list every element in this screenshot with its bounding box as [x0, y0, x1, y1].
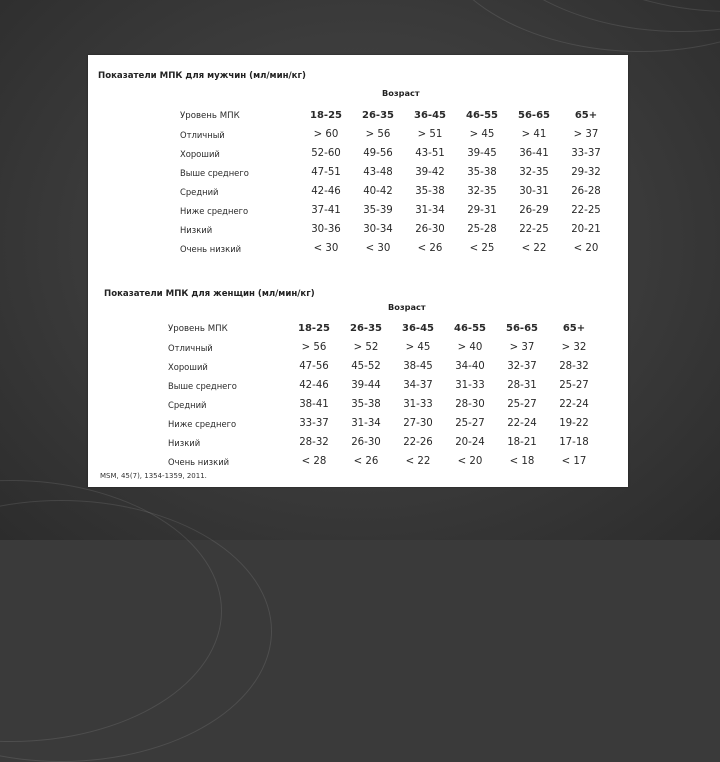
table-cell: > 37 [573, 129, 599, 140]
table-row [168, 414, 600, 433]
table-cell: 18-21 [507, 437, 537, 448]
table-cell: 26-30 [415, 224, 445, 235]
table-cell: 33-37 [571, 148, 601, 159]
table-row [180, 125, 612, 144]
table-cell: 28-32 [559, 361, 589, 372]
row-label: Средний [168, 399, 207, 410]
table-cell: 39-42 [415, 167, 445, 178]
age-group-header: 65+ [562, 323, 586, 334]
age-group-header: 18-25 [310, 110, 342, 121]
table-cell: > 45 [405, 342, 431, 353]
table-cell: 35-38 [467, 167, 497, 178]
table-cell: 43-51 [415, 148, 445, 159]
table-cell: 35-38 [351, 399, 381, 410]
decorative-arc [0, 500, 272, 762]
men-age-header: Возраст [382, 88, 420, 98]
table-cell: < 26 [417, 243, 443, 254]
table-cell: < 17 [561, 456, 587, 467]
table-row [168, 395, 600, 414]
table-row [180, 220, 612, 239]
table-cell: 27-30 [403, 418, 433, 429]
level-column-header: Уровень МПК [168, 323, 228, 334]
table-cell: > 56 [365, 129, 391, 140]
table-cell: 42-46 [299, 380, 329, 391]
age-group-header: 56-65 [518, 110, 550, 121]
table-cell: 20-21 [571, 224, 601, 235]
table-cell: 35-39 [363, 205, 393, 216]
age-group-header: 18-25 [298, 323, 330, 334]
table-cell: 39-44 [351, 380, 381, 391]
table-cell: < 20 [457, 456, 483, 467]
row-label: Хороший [168, 361, 208, 372]
table-cell: 49-56 [363, 148, 393, 159]
table-cell: 25-27 [507, 399, 537, 410]
table-cell: 32-35 [467, 186, 497, 197]
table-cell: > 51 [417, 129, 443, 140]
row-label: Выше среднего [168, 380, 237, 391]
row-label: Очень низкий [180, 243, 242, 254]
women-table-title: Показатели МПК для женщин (мл/мин/кг) [104, 289, 315, 299]
table-cell: > 45 [469, 129, 495, 140]
row-label: Отличный [180, 129, 225, 140]
table-cell: 22-25 [571, 205, 601, 216]
row-label: Ниже среднего [180, 205, 249, 216]
table-cell: 31-34 [351, 418, 381, 429]
age-group-header: 56-65 [506, 323, 538, 334]
table-row [168, 376, 600, 395]
table-cell: 25-27 [455, 418, 485, 429]
age-group-header: 46-55 [466, 110, 498, 121]
table-header-row [180, 106, 612, 125]
row-label: Очень низкий [168, 456, 230, 467]
table-cell: > 60 [313, 129, 339, 140]
table-cell: > 52 [353, 342, 379, 353]
age-group-header: 65+ [574, 110, 598, 121]
table-row [168, 452, 600, 471]
table-cell: 31-33 [455, 380, 485, 391]
row-label: Низкий [180, 224, 213, 235]
table-cell: 40-42 [363, 186, 393, 197]
table-cell: < 18 [509, 456, 535, 467]
table-cell: 38-45 [403, 361, 433, 372]
table-cell: 30-34 [363, 224, 393, 235]
table-cell: 31-33 [403, 399, 433, 410]
table-cell: 19-22 [559, 418, 589, 429]
table-row [180, 182, 612, 201]
table-cell: 52-60 [311, 148, 341, 159]
row-label: Выше среднего [180, 167, 249, 178]
table-cell: 22-24 [507, 418, 537, 429]
table-cell: < 30 [365, 243, 391, 254]
age-group-header: 36-45 [414, 110, 446, 121]
table-row [168, 338, 600, 357]
table-cell: > 56 [301, 342, 327, 353]
table-cell: 34-40 [455, 361, 485, 372]
table-cell: 29-31 [467, 205, 497, 216]
table-cell: 47-51 [311, 167, 341, 178]
table-cell: 42-46 [311, 186, 341, 197]
table-cell: 25-28 [467, 224, 497, 235]
table-cell: 29-32 [571, 167, 601, 178]
men-vo2max-table [180, 106, 612, 258]
table-cell: 39-45 [467, 148, 497, 159]
row-label: Хороший [180, 148, 220, 159]
table-cell: 28-31 [507, 380, 537, 391]
table-cell: < 25 [469, 243, 495, 254]
table-cell: 30-36 [311, 224, 341, 235]
women-age-header: Возраст [388, 302, 426, 312]
table-cell: > 32 [561, 342, 587, 353]
table-cell: 26-29 [519, 205, 549, 216]
table-cell: > 37 [509, 342, 535, 353]
table-row [180, 239, 612, 258]
row-label: Низкий [168, 437, 201, 448]
table-cell: < 20 [573, 243, 599, 254]
table-cell: 32-37 [507, 361, 537, 372]
table-row [168, 357, 600, 376]
table-cell: 22-24 [559, 399, 589, 410]
table-cell: > 40 [457, 342, 483, 353]
table-cell: 22-26 [403, 437, 433, 448]
women-vo2max-table [168, 319, 600, 471]
table-cell: 38-41 [299, 399, 329, 410]
table-cell: > 41 [521, 129, 547, 140]
table-cell: 32-35 [519, 167, 549, 178]
age-group-header: 26-35 [350, 323, 382, 334]
table-cell: 33-37 [299, 418, 329, 429]
table-cell: < 28 [301, 456, 327, 467]
table-cell: 37-41 [311, 205, 341, 216]
table-cell: 17-18 [559, 437, 589, 448]
table-cell: < 22 [521, 243, 547, 254]
level-column-header: Уровень МПК [180, 110, 240, 121]
men-table-title: Показатели МПК для мужчин (мл/мин/кг) [98, 71, 306, 81]
table-cell: 25-27 [559, 380, 589, 391]
table-cell: 22-25 [519, 224, 549, 235]
table-row [180, 163, 612, 182]
table-header-row [168, 319, 600, 338]
age-group-header: 46-55 [454, 323, 486, 334]
table-cell: < 26 [353, 456, 379, 467]
table-row [180, 201, 612, 220]
table-cell: < 30 [313, 243, 339, 254]
table-cell: 34-37 [403, 380, 433, 391]
table-row [180, 144, 612, 163]
document-image [88, 55, 628, 487]
table-cell: 28-32 [299, 437, 329, 448]
table-cell: 28-30 [455, 399, 485, 410]
table-cell: 26-28 [571, 186, 601, 197]
table-cell: 43-48 [363, 167, 393, 178]
table-cell: 36-41 [519, 148, 549, 159]
table-cell: 26-30 [351, 437, 381, 448]
source-citation: MSM, 45(7), 1354-1359, 2011. [100, 472, 207, 480]
table-cell: 30-31 [519, 186, 549, 197]
table-cell: 45-52 [351, 361, 381, 372]
age-group-header: 26-35 [362, 110, 394, 121]
row-label: Отличный [168, 342, 213, 353]
table-cell: 35-38 [415, 186, 445, 197]
table-cell: 47-56 [299, 361, 329, 372]
table-row [168, 433, 600, 452]
table-cell: < 22 [405, 456, 431, 467]
row-label: Ниже среднего [168, 418, 237, 429]
age-group-header: 36-45 [402, 323, 434, 334]
row-label: Средний [180, 186, 219, 197]
table-cell: 20-24 [455, 437, 485, 448]
table-cell: 31-34 [415, 205, 445, 216]
